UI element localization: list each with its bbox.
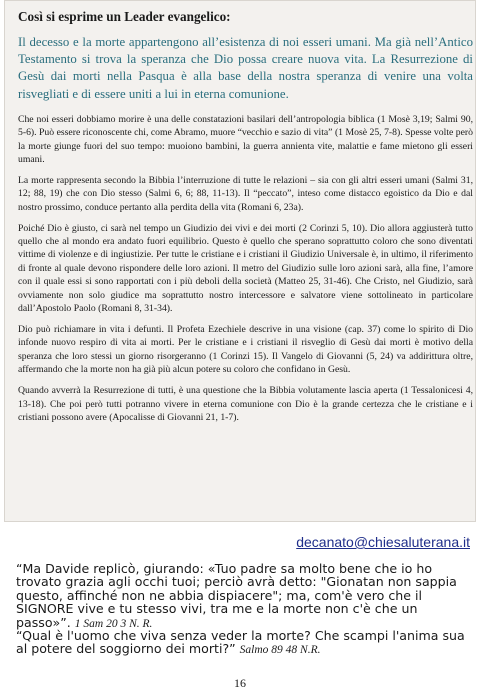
article-heading: Così si esprime un Leader evangelico: [18, 9, 231, 24]
body-paragraph: Poiché Dio è giusto, ci sarà nel tempo un Giudizio dei vivi e dei morti (2 Corinzi 5, 10). Dio allora aggiusterà tutto quello che al mondo era andato fuori equilibrio. Questo è quello che sperano soprattutto coloro che sono diventati vittime di violenze e di ingiustizie. Per tutte le cristiane e i cristiani il Giudizio Universale è, in ultimo, il riferimento di fronte al quale devono rispondere delle loro azioni. Il metro del Giudizio sulle loro azioni sarà, alla fine, l’amore con il quale essi si sono rapportati con i più deboli della società (Matteo 25, 31-46). Che Cristo, nel Giudizio, sarà ovviamente non solo giudice ma soprattutto nostro intercessore e salvatore viene sottolineato in particolare dall’Apostolo Paolo (Romani 8, 31-34). [18, 222, 473, 315]
quote-reference: Salmo 89 48 N.R. [239, 644, 321, 657]
quote-text: “Ma Davide replicò, giurando: «Tuo padre sa molto bene che io ho trovato grazia agli occhi tuoi; perciò avrà detto: "Gionatan non sappia questo, affinché non ne abbia dispiacere"; ma, com'è vero che il SIGNORE vive e tu stesso vivi, tra me e la morte non c'è che un passo»”. [16, 561, 457, 630]
bible-quote [16, 629, 468, 658]
intro-paragraph: Il decesso e la morte appartengono all’esistenza di noi esseri umani. Ma già nell’Antico Testamento si trova la speranza che Dio possa creare nuova vita. La Resurrezione di Gesù dai morti nella Pasqua è alla base della nostra speranza di venire una volta risvegliati e di essere uniti a lui in eterna comunione. [18, 35, 473, 101]
body-paragraph: Dio può richiamare in vita i defunti. Il Profeta Ezechiele descrive in una visione (cap. 37) come lo spirito di Dio infonde nuovo respiro di vita ai morti. Per le cristiane e i cristiani il risveglio di Gesù dai morti è motivo della speranza che loro stessi un giorno risorgeranno (1 Corinzi 15). Il Vangelo di Giovanni (5, 24) va addirittura oltre, affermando che la morte non ha già più alcun potere su coloro che confidano in Gesù. [18, 324, 473, 376]
article-content [18, 9, 473, 432]
bible-quote [16, 562, 468, 631]
body-paragraph: Che noi esseri dobbiamo morire è una delle constatazioni basilari dell’antropologia biblica (1 Mosè 3,19; Salmi 90, 5-6). Può essere riconoscente chi, come Abramo, muore “vecchio e sazio di vita” (1 Mosè 25, 7-8). Spesse volte però la morte giunge fuori del suo tempo: muoiono bambini, la guerra annienta vite, malattie e fame mietono gli esseri umani. [18, 113, 473, 166]
quote-reference: 1 Sam 20 3 N. R. [74, 617, 153, 630]
article-panel [4, 0, 476, 522]
page-number: 16 [234, 676, 246, 690]
email-link[interactable]: decanato@chiesaluterana.it [296, 534, 470, 550]
body-paragraph: La morte rappresenta secondo la Bibbia l’interruzione di tutte le relazioni – sia con gli altri esseri umani (Salmi 31, 12; 88, 19) che con Dio stesso (Salmi 6, 6; 88, 11-13). Il “peccato”, inteso come distacco egoistico da Dio e dal nostro prossimo, conduce pertanto alla perdita della vita (Romani 6, 23a). [18, 174, 473, 213]
quote-text: “Qual è l'uomo che viva senza veder la morte? Che scampi l'anima sua al potere del soggiorno dei morti?” [16, 628, 465, 657]
body-paragraph: Quando avverrà la Resurrezione di tutti, è una questione che la Bibbia volutamente lascia aperta (1 Tessalonicesi 4, 13-18). Che poi però tutti potranno vivere in eterna comunione con Dio è la grande certezza che le cristiane e i cristiani possono avere (Apocalisse di Giovanni 21, 1-7). [18, 385, 473, 423]
